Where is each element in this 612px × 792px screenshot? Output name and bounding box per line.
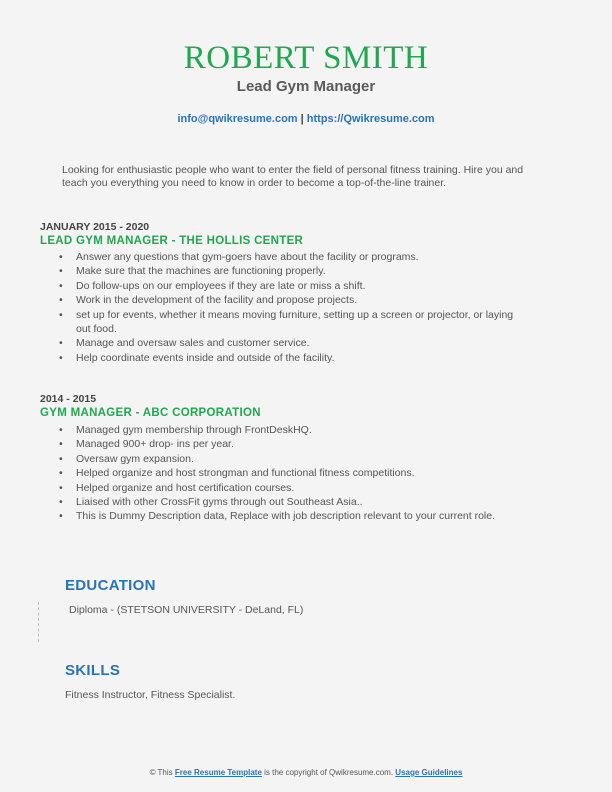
list-item — [57, 250, 517, 264]
footer — [0, 768, 612, 778]
bullet-text: Oversaw gym expansion. — [76, 452, 194, 465]
bullet-icon: • — [59, 279, 63, 292]
website-link[interactable]: https://Qwikresume.com — [306, 113, 435, 125]
free-resume-template-link[interactable]: Free Resume Template — [174, 768, 262, 777]
bullet-icon: • — [59, 351, 63, 364]
bullet-text: Do follow-ups on our employees if they are late or miss a shift. — [76, 279, 366, 292]
list-item — [57, 351, 517, 365]
education-entry: Diploma - (STETSON UNIVERSITY - DeLand, FL) — [69, 604, 304, 616]
education-heading: EDUCATION — [65, 577, 156, 594]
list-item — [57, 452, 517, 466]
job-bullet-list — [57, 250, 517, 365]
skills-heading: SKILLS — [65, 662, 121, 679]
bullet-text: Answer any questions that gym-goers have about the facility or programs. — [76, 251, 419, 263]
list-item — [57, 308, 517, 337]
list-item — [57, 336, 517, 350]
job-title: GYM MANAGER - ABC CORPORATION — [40, 407, 261, 419]
bullet-icon: • — [59, 496, 63, 509]
bullet-text: set up for events, whether it means moving furniture, setting up a screen or projector, or laying out food. — [76, 308, 514, 336]
bullet-icon: • — [59, 424, 63, 436]
usage-guidelines-link[interactable]: Usage Guidelines — [395, 768, 463, 777]
bullet-text: Managed gym membership through FrontDeskHQ. — [76, 424, 312, 436]
bullet-text: Make sure that the machines are functioning properly. — [76, 265, 326, 278]
bullet-icon: • — [59, 294, 63, 307]
bullet-icon: • — [59, 510, 63, 523]
bullet-icon: • — [59, 452, 63, 465]
candidate-role: Lead Gym Manager — [236, 78, 376, 95]
list-item — [57, 264, 517, 278]
summary-paragraph: Looking for enthusiastic people who want to enter the field of personal fitness training. Hire you and teach you everything you need to know in order to become a top-of-the-line trainer. — [62, 164, 524, 189]
bullet-text: Helped organize and host certification courses. — [76, 481, 295, 494]
contact-separator: | — [300, 113, 304, 125]
contact-line — [0, 112, 612, 126]
list-item — [57, 466, 517, 480]
email-link[interactable]: info@qwikresume.com — [177, 113, 298, 125]
bullet-text: Manage and oversaw sales and customer service. — [76, 337, 310, 350]
skills-text: Fitness Instructor, Fitness Specialist. — [65, 689, 236, 701]
bullet-icon: • — [59, 265, 63, 278]
section-divider — [38, 602, 42, 642]
bullet-icon: • — [59, 467, 63, 480]
job-dates: 2014 - 2015 — [40, 393, 97, 405]
job-dates: JANUARY 2015 - 2020 — [40, 221, 150, 233]
bullet-text: Managed 900+ drop- ins per year. — [76, 438, 234, 451]
list-item — [57, 495, 517, 509]
job-bullet-list — [57, 423, 517, 524]
footer-prefix: © This — [149, 768, 173, 777]
bullet-text: Helped organize and host strongman and functional fitness competitions. — [76, 467, 415, 480]
list-item — [57, 423, 517, 437]
footer-middle: is the copyright of Qwikresume.com. — [264, 768, 394, 777]
bullet-icon: • — [59, 438, 63, 451]
bullet-icon: • — [59, 337, 63, 350]
bullet-text: Help coordinate events inside and outside of the facility. — [76, 351, 335, 364]
bullet-icon: • — [59, 251, 63, 263]
list-item — [57, 509, 517, 523]
bullet-text: This is Dummy Description data, Replace with job description relevant to your current role. — [76, 510, 496, 523]
bullet-text: Work in the development of the facility and propose projects. — [76, 294, 358, 307]
list-item — [57, 293, 517, 307]
candidate-name: ROBERT SMITH — [183, 40, 429, 76]
list-item — [57, 279, 517, 293]
list-item — [57, 437, 517, 451]
bullet-text: Liaised with other CrossFit gyms through out Southeast Asia.. — [76, 496, 363, 509]
bullet-icon: • — [59, 308, 63, 321]
bullet-icon: • — [59, 481, 63, 494]
job-title: LEAD GYM MANAGER - THE HOLLIS CENTER — [40, 235, 304, 247]
list-item — [57, 481, 517, 495]
